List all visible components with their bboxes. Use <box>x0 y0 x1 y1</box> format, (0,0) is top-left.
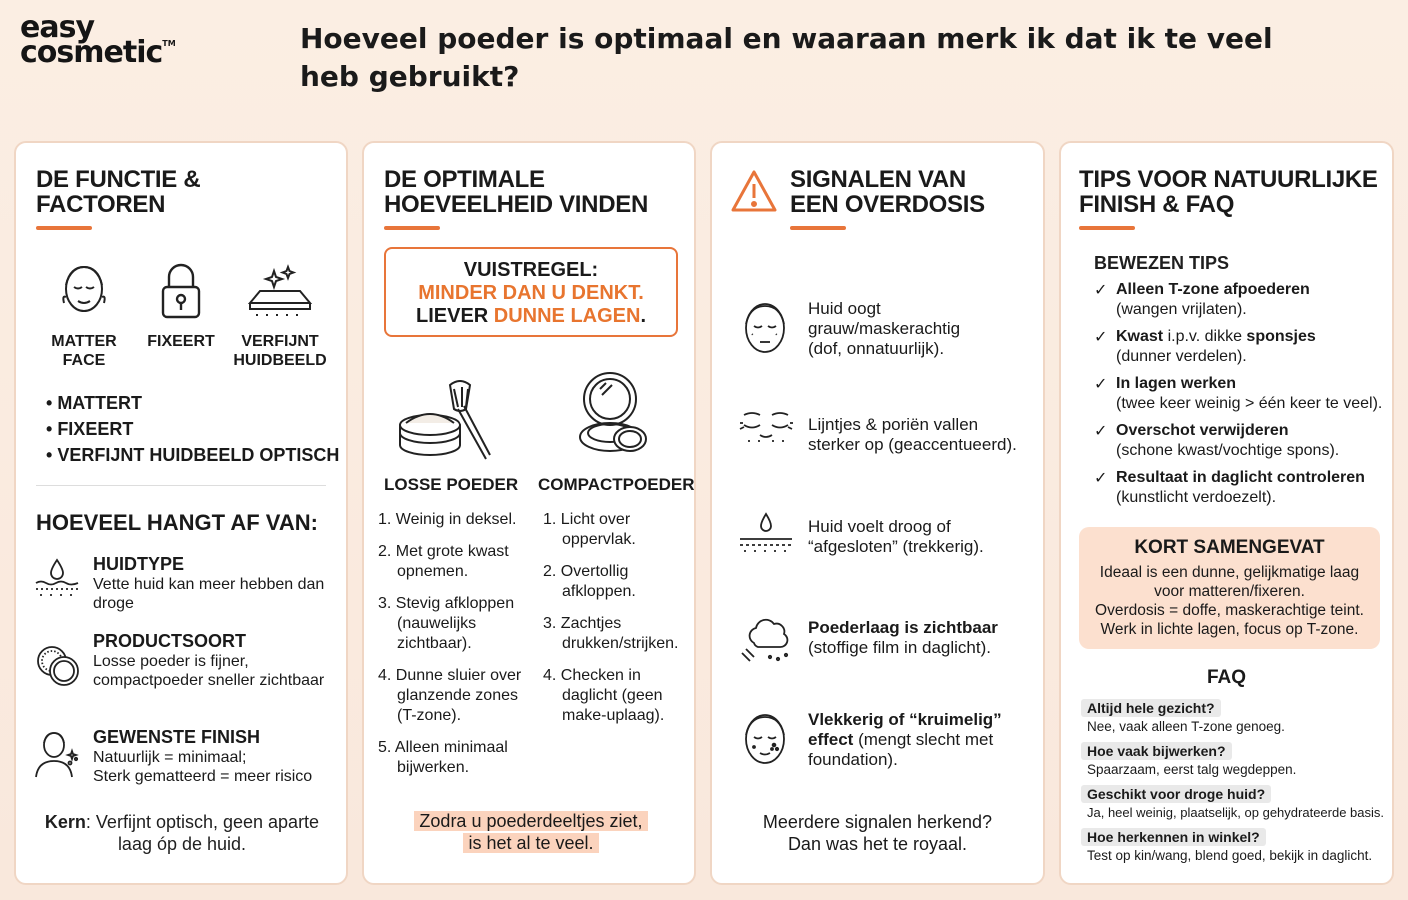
summary-box: KORT SAMENGEVAT Ideaal is een dunne, gelijkmatige laag voor matteren/fixeren. Overdosis = doffe, maskerachtige teint. Werk in lichte lagen, focus op T-zone. <box>1079 527 1380 649</box>
list-item: 1. Licht over oppervlak. <box>543 511 636 548</box>
checkmark-icon: ✓ <box>1094 470 1108 487</box>
skin-drop-icon <box>34 557 80 599</box>
powder-cloud-icon <box>740 613 794 665</box>
factor-desc: Vette huid kan meer hebben dan droge <box>93 576 325 612</box>
faq-heading: FAQ <box>1206 667 1247 688</box>
title-underline <box>790 226 846 230</box>
powder-types-icon <box>34 641 82 689</box>
signal-text: Lijntjes & poriën vallen sterker op (geaccentueerd). <box>808 415 1017 454</box>
list-item: • FIXEERT <box>46 416 339 442</box>
list-item: 3. Stevig afkloppen (nauwelijks zichtbaar). <box>378 595 515 652</box>
warning-triangle-icon <box>730 169 778 213</box>
factor-desc: Natuurlijk = minimaal; Sterk gematteerd = meer risico <box>93 749 313 785</box>
factors-heading: HOEVEEL HANGT AF VAN: <box>36 510 318 535</box>
steps-loose <box>378 510 528 790</box>
factor-title: HUIDTYPE <box>93 554 185 574</box>
signal-text: Poederlaag is zichtbaar (stoffige film in daglicht). <box>808 618 998 657</box>
face-icon <box>58 261 110 321</box>
col-heading-compact: COMPACTPOEDER <box>538 475 695 494</box>
card-title: DE FUNCTIE & FACTOREN <box>36 166 201 218</box>
list-item: ✓ Overschot verwijderen (schone kwast/vochtige spons). <box>1094 422 1340 459</box>
rule-of-thumb-box: VUISTREGEL: MINDER DAN U DENKT. LIEVER DUNNE LAGEN. <box>384 247 678 337</box>
list-item: • MATTERT <box>46 390 339 416</box>
title-underline <box>1079 226 1135 230</box>
icon-label-matter: MATTER FACE <box>51 333 117 369</box>
list-item: ✓ Alleen T-zone afpoederen (wangen vrijlaten). <box>1094 281 1310 318</box>
list-item: ✓ In lagen werken (twee keer weinig > één keer te veel). <box>1094 375 1383 412</box>
sparkle-layer-icon <box>246 263 314 321</box>
wrinkle-eye-icon <box>738 409 794 445</box>
tips-list <box>1094 280 1384 515</box>
kern-summary: Kern: Verfijnt optisch, geen aparte laag óp de huid. <box>44 812 320 854</box>
faq-item: Altijd hele gezicht? Nee, vaak alleen T-zone genoeg. <box>1081 699 1391 736</box>
list-item: • VERFIJNT HUIDBEELD OPTISCH <box>46 442 339 468</box>
mask-face-icon <box>740 298 790 358</box>
brand-line1: easy <box>20 10 95 45</box>
warning-note: Zodra u poederdeeltjes ziet, is het al te veel. <box>410 810 652 854</box>
list-item: ✓ Resultaat in daglicht controleren (kunstlicht verdoezelt). <box>1094 469 1365 506</box>
factor-desc: Losse poeder is fijner, compactpoeder sneller zichtbaar <box>93 653 325 689</box>
checkmark-icon: ✓ <box>1094 329 1108 346</box>
list-item: 2. Met grote kwast opnemen. <box>378 543 509 580</box>
brand-line2: cosmetic <box>20 34 163 70</box>
divider <box>36 485 326 486</box>
list-item: 4. Dunne sluier over glanzende zones (T-zone). <box>378 667 522 724</box>
faq-item: Hoe herkennen in winkel? Test op kin/wang, blend goed, bekijk in daglicht. <box>1081 828 1391 865</box>
card-title: SIGNALEN VAN EEN OVERDOSIS <box>790 166 985 218</box>
list-item: 5. Alleen minimaal bijwerken. <box>378 739 508 776</box>
loose-powder-icon <box>398 375 498 465</box>
tips-heading: BEWEZEN TIPS <box>1094 253 1230 273</box>
padlock-icon <box>158 261 204 321</box>
list-item: 1. Weinig in deksel. <box>378 511 517 528</box>
checkmark-icon: ✓ <box>1094 282 1108 299</box>
checkmark-icon: ✓ <box>1094 376 1108 393</box>
list-item: ✓ Kwast i.p.v. dikke sponsjes (dunner verdelen). <box>1094 328 1316 365</box>
signal-text: Huid voelt droog of “afgesloten” (trekkerig). <box>808 517 984 556</box>
function-bullets <box>46 390 339 468</box>
person-finish-icon <box>34 729 82 779</box>
card-function-factors <box>14 141 348 885</box>
card-overdose-signals <box>710 141 1045 885</box>
factor-title: GEWENSTE FINISH <box>93 727 261 747</box>
card-title: TIPS VOOR NATUURLIJKE FINISH & FAQ <box>1079 166 1378 218</box>
title-underline <box>384 226 440 230</box>
compact-powder-icon <box>576 371 650 463</box>
signal-text: Huid oogt grauw/maskerachtig (dof, onnatuurlijk). <box>808 299 961 358</box>
dry-skin-icon <box>738 511 794 557</box>
faq-item: Hoe vaak bijwerken? Spaarzaam, eerst talg wegdeppen. <box>1081 742 1391 779</box>
faq-item: Geschikt voor droge huid? Ja, heel weinig, plaatselijk, op gehydrateerde basis. <box>1081 785 1391 822</box>
brand-logo <box>20 10 176 70</box>
brand-tm: TM <box>162 38 176 48</box>
col-heading-loose: LOSSE POEDER <box>384 475 519 494</box>
card-optimal-amount <box>362 141 696 885</box>
checkmark-icon: ✓ <box>1094 423 1108 440</box>
list-item: 4. Checken in daglicht (geen make-uplaag). <box>543 667 665 724</box>
signals-footer: Meerdere signalen herkend? Dan was het te royaal. <box>762 812 993 854</box>
title-underline <box>36 226 92 230</box>
list-item: 3. Zachtjes drukken/strijken. <box>543 615 679 652</box>
list-item: 2. Overtollig afkloppen. <box>543 563 636 600</box>
card-title: DE OPTIMALE HOEVEELHEID VINDEN <box>384 166 648 218</box>
blotchy-face-icon <box>740 709 790 769</box>
page-title: Hoeveel poeder is optimaal en waaraan merk ik dat ik te veel heb gebruikt? <box>300 22 1273 93</box>
signal-text: Vlekkerig of “kruimelig” effect (mengt slecht met foundation). <box>808 710 1002 769</box>
steps-compact <box>543 510 691 738</box>
card-tips-faq <box>1059 141 1394 885</box>
factor-title: PRODUCTSOORT <box>93 631 246 651</box>
icon-label-fixeert: FIXEERT <box>147 333 215 350</box>
icon-label-verfijnt: VERFIJNT HUIDBEELD <box>233 333 327 369</box>
